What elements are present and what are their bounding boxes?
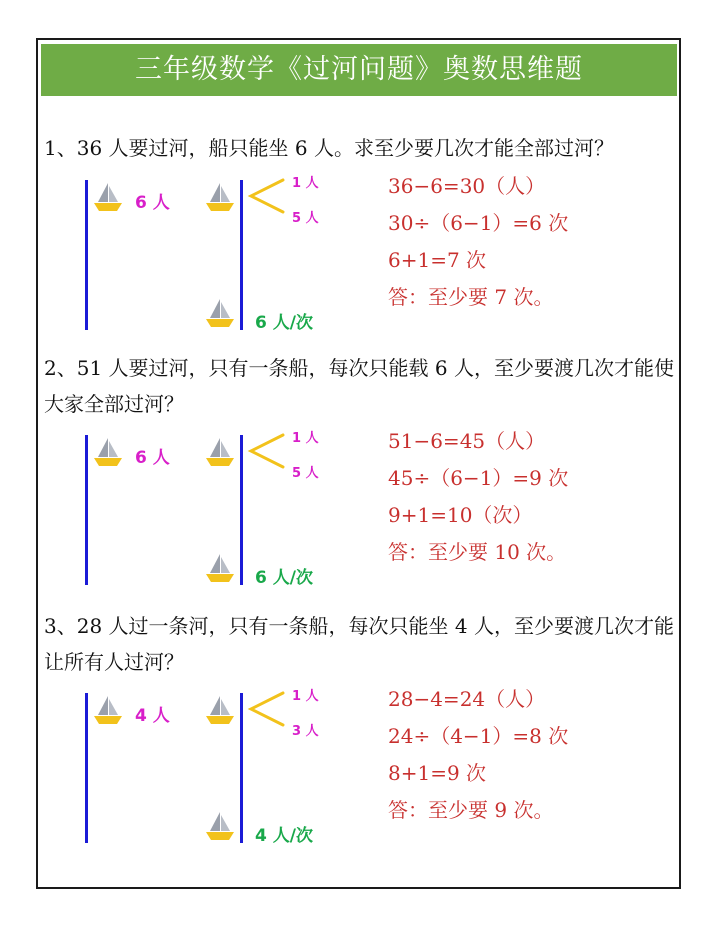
- answer-step-1: 28−4=24（人）: [388, 687, 546, 711]
- split-bottom-label: 5 人: [292, 211, 319, 226]
- river-bank-left: [85, 180, 88, 330]
- split-bottom-label: 3 人: [292, 724, 319, 739]
- sailboat-icon: [204, 553, 236, 583]
- river-bank-right: [240, 435, 243, 585]
- question-1: 1、36 人要过河，船只能坐 6 人。求至少要几次才能全部过河？: [44, 136, 614, 160]
- split-bracket-icon: [247, 689, 287, 729]
- rate-label: 6 人/次: [255, 568, 313, 588]
- river-bank-left: [85, 693, 88, 843]
- river-bank-right: [240, 693, 243, 843]
- river-bank-right: [240, 180, 243, 330]
- rate-label: 6 人/次: [255, 313, 313, 333]
- answer-step-1: 36−6=30（人）: [388, 174, 546, 198]
- problem-3-diagram: [0, 685, 719, 855]
- river-bank-left: [85, 435, 88, 585]
- answer-conclusion: 答：至少要 10 次。: [388, 540, 567, 564]
- sailboat-icon: [92, 695, 124, 725]
- split-top-label: 1 人: [292, 176, 319, 191]
- sailboat-icon: [204, 298, 236, 328]
- sailboat-icon: [92, 437, 124, 467]
- sailboat-icon: [204, 695, 236, 725]
- split-top-label: 1 人: [292, 689, 319, 704]
- question-2: 2、51 人要过河，只有一条船，每次只能载 6 人，至少要渡几次才能使大家全部过河？: [44, 356, 674, 416]
- answer-conclusion: 答：至少要 9 次。: [388, 798, 554, 822]
- problem-2-diagram: [0, 427, 719, 597]
- split-bracket-icon: [247, 176, 287, 216]
- sailboat-icon: [92, 182, 124, 212]
- answer-step-3: 9+1=10（次）: [388, 503, 533, 527]
- answer-step-2: 24÷（4−1）=8 次: [388, 724, 569, 748]
- sailboat-icon: [204, 182, 236, 212]
- answer-list: [388, 172, 568, 320]
- problem-1-diagram: [0, 172, 719, 342]
- answer-step-2: 45÷（6−1）=9 次: [388, 466, 569, 490]
- question-3: 3、28 人过一条河，只有一条船，每次只能坐 4 人，至少要渡几次才能让所有人过河？: [44, 614, 674, 674]
- split-bracket-icon: [247, 431, 287, 471]
- boat-capacity-label: 6 人: [135, 448, 170, 468]
- boat-capacity-label: 6 人: [135, 193, 170, 213]
- answer-conclusion: 答：至少要 7 次。: [388, 285, 554, 309]
- split-bottom-label: 5 人: [292, 466, 319, 481]
- answer-step-1: 51−6=45（人）: [388, 429, 546, 453]
- sailboat-icon: [204, 437, 236, 467]
- answer-step-2: 30÷（6−1）=6 次: [388, 211, 569, 235]
- page-title: 三年级数学《过河问题》奥数思维题: [41, 44, 677, 96]
- rate-label: 4 人/次: [255, 826, 313, 846]
- answer-list: [388, 685, 568, 833]
- split-top-label: 1 人: [292, 431, 319, 446]
- boat-capacity-label: 4 人: [135, 706, 170, 726]
- answer-step-3: 8+1=9 次: [388, 761, 487, 785]
- answer-step-3: 6+1=7 次: [388, 248, 487, 272]
- answer-list: [388, 427, 568, 575]
- sailboat-icon: [204, 811, 236, 841]
